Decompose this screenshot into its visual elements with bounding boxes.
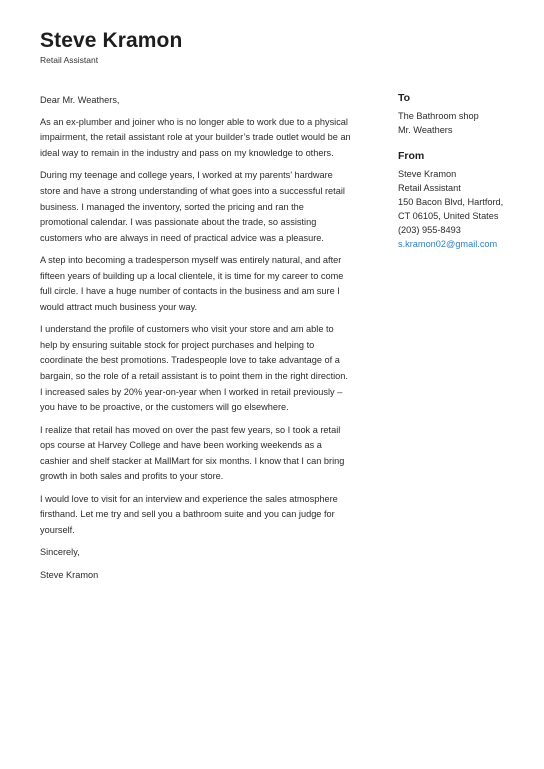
sender-block [398,149,528,251]
recipient-company: The Bathroom shop [398,111,479,121]
letter-closing: Sincerely, [40,547,80,558]
letter-paragraph: As an ex-plumber and joiner who is no longer able to work due to a physical impairment, the retail assistant role at your builder’s trade outlet would be an ideal way to remain in the industry and pass on my knowledge to others. [40,116,351,158]
letter-body [40,93,352,590]
recipient-contact: Mr. Weathers [398,125,453,135]
sender-address-line2: CT 06105, United States [398,211,499,221]
contact-sidebar [398,91,528,263]
recipient-heading: To [398,92,411,104]
letter-signature: Steve Kramon [40,569,99,580]
applicant-name: Steve Kramon [40,29,183,52]
letter-paragraph: During my teenage and college years, I worked at my parents’ hardware store and have a strong understanding of what goes into a successful retail business. I managed the inventory, sorted the pricing and ran the promotional calendar. I was passionate about the trade, so assisting customers who are always in need of practical advice was a pleasure. [40,170,345,243]
resume-header [40,28,182,65]
letter-paragraph: A step into becoming a tradesperson myself was entirely natural, and after fifteen years of building up a local clientele, it is time for my career to come full circle. I have a huge number of contacts in the business and am sure I would attract much business your way. [40,255,344,312]
letter-paragraph: I understand the profile of customers who visit your store and am able to help by ensuring suitable stock for project purchases and helping to coordinate the best promotions. Tradespeople love to take advantage of a bargain, so the role of a retail assistant is to point them in the right direction. I increased sales by 20% year-on-year when I worked in retail previously – you have to be proactive, or the customers will go elsewhere. [40,324,348,413]
sender-title: Retail Assistant [398,183,461,193]
letter-paragraph: I would love to visit for an interview and experience the sales atmosphere firsthand. Let me try and sell you a bathroom suite and you can judge for yourself. [40,493,338,536]
sender-phone: (203) 955-8493 [398,225,461,235]
sender-address-line1: 150 Bacon Blvd, Hartford, [398,197,504,207]
applicant-role: Retail Assistant [40,55,99,65]
letter-greeting: Dear Mr. Weathers, [40,95,120,105]
sender-heading: From [398,150,425,162]
sender-name: Steve Kramon [398,169,457,179]
sender-email-link[interactable]: s.kramon02@gmail.com [398,239,498,249]
letter-paragraph: I realize that retail has moved on over the past few years, so I took a retail ops course at Harvey College and have been working weekends as a cashier and shelf stacker at MallMart for six months. I know that I can bring growth in both sales and profits to your store. [40,424,345,482]
recipient-block [398,91,528,137]
